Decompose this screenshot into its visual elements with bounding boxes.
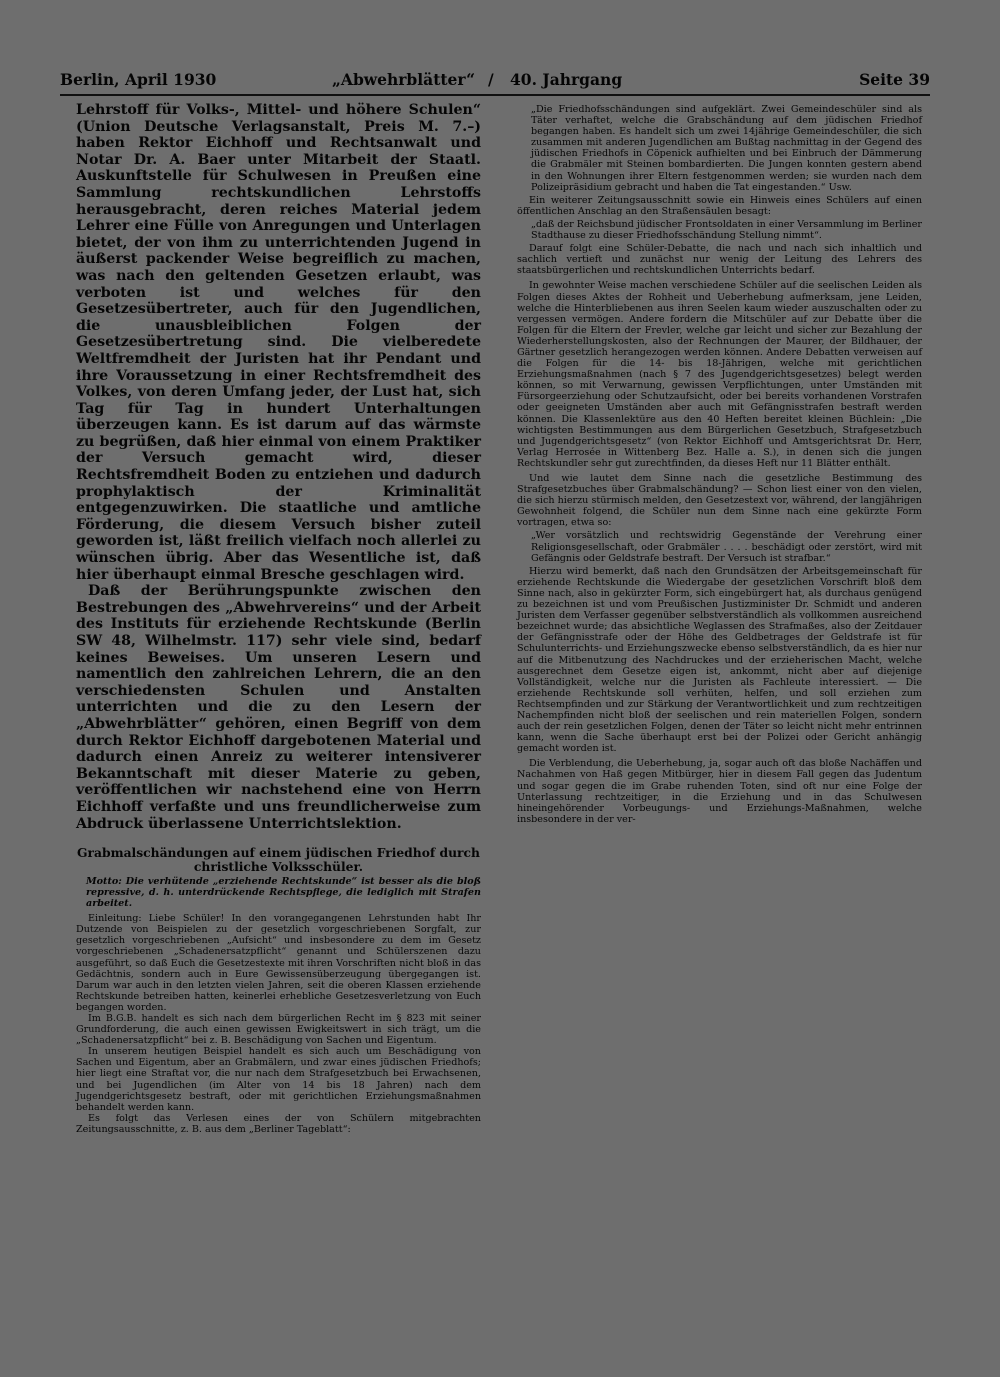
header-separator: /: [488, 70, 494, 89]
poster-quote: „daß der Reichsbund jüdischer Frontsoldaten in einer Versammlung im Berliner Stadthause zu dieser Friedhofsschändung Stellung nimmt“.: [531, 218, 922, 242]
section-heading: Grabmalschändungen auf einem jüdischen Friedhof durch christliche Volksschüler.: [77, 845, 480, 875]
page-header: [60, 70, 930, 94]
motto: Motto: Die verhütende „erziehende Rechtskunde“ ist besser als die bloß repressive, d. h. unterdrückende Rechtspflege, die lediglich mit Strafen arbeitet.: [86, 876, 481, 910]
newspaper-quote: „Die Friedhofsschändungen sind aufgeklärt. Zwei Gemeindeschüler sind als Täter verhaftet, welche die Grabschändung auf dem jüdischen Friedhof begangen haben. Es handelt sich um zwei 14jährige Gemeindeschüler, die sich zusammen mit anderen Jugendlichen am Bußtag nachmittag in der Gegend des jüdischen Friedhofs in Cöpenick aufhielten und bei Einbruch der Dämmerung die Grabmäler mit Steinen bombardierten. Die Jungen konnten gestern abend in den Wohnungen ihrer Eltern festgenommen werden; sie wurden nach dem Polizeipräsidium gebracht und haben die Tat eingestanden.“ Usw.: [531, 104, 922, 193]
right-column: [517, 102, 922, 825]
body-paragraph: Hierzu wird bemerkt, daß nach den Grundsätzen der Arbeitsgemeinschaft für erziehende Rechtskunde die Wiedergabe der gesetzlichen Vorschrift bloß dem Sinne nach, also in gekürzter Form, sich eingebürgert hat, als durchaus genügend zu bezeichnen ist und vom Preußischen Justizminister Dr. Schmidt und anderen Juristen dem Verfasser gegenüber selbstverständlich als vollkommen ausreichend bezeichnet wurde; das absichtliche Weglassen des Strafmaßes, also der Zeitdauer der Gefängnisstrafe oder der Höhe des Geldbetrages der Geldstrafe ist für Schulunterrichts- und Erziehungszwecke ebenso selbstverständlich, da es hier nur auf die Mitbenutzung des Nachdruckes und der erzieherischen Macht, welche ausgerechnet dem Gesetze eigen ist, ankommt, nicht aber auf diejenige Vollständigkeit, welche nur die Juristen als Fachleute interessiert. — Die erziehende Rechtskunde soll verhüten, helfen, und soll erziehen zum Rechtsempfinden und zur Stärkung der Verantwortlichkeit und zum rechtzeitigen Nachempfinden nicht bloß der seelischen und rein materiellen Folgen, sondern auch der rein gesetzlichen Folgen, denen der Täter so leicht nicht mehr entrinnen kann, wenn die Sache überhaupt erst bei der Polizei oder Gericht anhängig gemacht worden ist.: [517, 565, 922, 755]
intro-paragraph: Lehrstoff für Volks-, Mittel- und höhere Schulen“ (Union Deutsche Verlagsanstalt, Preis M. 7.–) haben Rektor Eichhoff und Rechtsanwalt und Notar Dr. A. Baer unter Mitarbeit der Staatl. Auskunftstelle für Schulwesen in Preußen eine Sammlung rechtskundlichen Lehrstoffs herausgebracht, deren reiches Material jedem Lehrer eine Fülle von Anregungen und Unterlagen bietet, der von ihm zu unterrichtenden Jugend in äußerst packender Weise begreiflich zu machen, was nach den geltenden Gesetzen erlaubt, was verboten ist und welches für den Gesetzesübertreter, auch für den Jugendlichen, die unausbleiblichen Folgen der Gesetzesübertretung sind. Die vielberedete Weltfremdheit der Juristen hat ihr Pendant und ihre Voraussetzung in einer Rechtsfremdheit des Volkes, von deren Umfang jeder, der Lust hat, sich Tag für Tag in hundert Unterhaltungen überzeugen kann. Es ist darum auf das wärmste zu begrüßen, daß hier einmal von einem Praktiker der Versuch gemacht wird, dieser Rechtsfremdheit Boden zu entziehen und dadurch prophylaktisch der Kriminalität entgegenzuwirken. Die staatliche und amtliche Förderung, die diesem Versuch bisher zuteil geworden ist, läßt freilich vielfach noch allerlei zu wünschen übrig. Aber das Wesentliche ist, daß hier überhaupt einmal Bresche geschlagen wird.: [76, 102, 481, 583]
header-page-number: Seite 39: [859, 70, 930, 89]
body-paragraph: Die Verblendung, die Ueberhebung, ja, sogar auch oft das bloße Nachäffen und Nachahmen von Haß gegen Mitbürger, hier in diesem Fall gegen das Judentum und sogar gegen die im Grabe ruhenden Toten, sind oft nur eine Folge der Unterlassung rechtzeitiger, in die Erziehung und in das Schulwesen hineingehörender Vorbeugungs- und Erziehungs-Maßnahmen, welche insbesondere in der ver-: [517, 758, 922, 825]
body-paragraph: In unserem heutigen Beispiel handelt es sich auch um Beschädigung von Sachen und Eigentum, aber an Grabmälern, und zwar eines jüdischen Friedhofs; hier liegt eine Straftat vor, die nur nach dem Strafgesetzbuch bei Erwachsenen, und bei Jugendlichen (im Alter von 14 bis 18 Jahren) nach dem Jugendgerichtsgesetz bestraft, oder mit gerichtlichen Erziehungsmaßnahmen behandelt werden kann.: [76, 1046, 481, 1113]
body-paragraph: Und wie lautet dem Sinne nach die gesetzliche Bestimmung des Strafgesetzbuches über Grabmalschändung? — Schon liest einer von den vielen, die sich hierzu stürmisch melden, den Gesetzestext vor, während, der langjährigen Gewohnheit folgend, die Schüler nun dem Sinne nach eine gekürzte Form vortragen, etwa so:: [517, 473, 922, 529]
header-volume: 40. Jahrgang: [510, 70, 623, 89]
header-location-date: Berlin, April 1930: [60, 70, 217, 89]
law-quote: „Wer vorsätzlich und rechtswidrig Gegenstände der Verehrung einer Religionsgesellschaft, oder Grabmäler . . . . beschädigt oder zerstört, wird mit Gefängnis oder Geldstrafe bestraft. Der Versuch ist strafbar.“: [531, 530, 922, 564]
body-paragraph: Einleitung: Liebe Schüler! In den vorangegangenen Lehrstunden habt Ihr Dutzende von Beispielen zu der gesetzlich vorgeschriebenen Sorgfalt, zur gesetzlich vorgeschriebenen „Aufsicht“ und insbesondere zu dem im Gesetz vorgeschriebenen „Schadenersatzpflicht“ genannt und Schülerszenen dazu ausgeführt, so daß Euch die Gesetzestexte mit ihren Vorschriften nicht bloß in das Gedächtnis, sondern auch in Eure Gewissensüberzeugung übergegangen ist. Darum war auch in den letzten vielen Jahren, seit die oberen Klassen erziehende Rechtskunde betreiben hatten, keinerlei erhebliche Gesetzesverletzung von Euch begangen worden.: [76, 913, 481, 1013]
header-publication: „Abwehrblätter“: [332, 70, 476, 89]
body-paragraph: Im B.G.B. handelt es sich nach dem bürgerlichen Recht im § 823 mit seiner Grundforderung, die auch einen gewissen Ewigkeitswert in sich trägt, um die „Schadenersatzpflicht“ bei z. B. Beschädigung von Sachen und Eigentum.: [76, 1012, 481, 1047]
body-paragraph: Ein weiterer Zeitungsausschnitt sowie ein Hinweis eines Schülers auf einen öffentlichen Anschlag an den Straßensäulen besagt:: [517, 194, 922, 217]
body-paragraph: In gewohnter Weise machen verschiedene Schüler auf die seelischen Leiden als Folgen dieses Aktes der Rohheit und Ueberhebung aufmerksam, jene Leiden, welche die Hinterbliebenen aus ihren Seelen kaum wieder auszuschalten oder zu vergessen vermögen. Andere fordern die Mitschüler auf zur Debatte über die Folgen für die Eltern der Frevler, welche gar leicht und sicher zur Bezahlung der Wiederherstellungskosten, also der Rechnungen der Maurer, der Bildhauer, der Gärtner gesetzlich herangezogen werden können. Andere Debatten verweisen auf die Folgen für die 14- bis 18-Jährigen, welche mit gerichtlichen Erziehungsmaßnahmen (nach § 7 des Jugendgerichtsgesetzes) belegt werden können, so mit Verwarnung, gewissen Verpflichtungen, unter Umständen mit Fürsorgeerziehung oder Schutzaufsicht, oder bei bereits vorhandenen Vorstrafen oder geeigneten Umständen aber auch mit Gefängnisstrafen bestraft werden können. Die Klassenlektüre aus den 40 Heften bereitet kleinen Büchlein: „Die wichtigsten Bestimmungen aus dem Bürgerlichen Gesetzbuch, Strafgesetzbuch und Jugendgerichtsgesetz“ (von Rektor Eichhoff und Amtsgerichtsrat Dr. Herr, Verlag Herrosée in Wittenberg Bez. Halle a. S.), in denen sich die jungen Rechtskundler sehr gut zurechtfinden, da dieses Heft nur 11 Blätter enthält.: [517, 280, 922, 469]
body-paragraph: Es folgt das Verlesen eines der von Schülern mitgebrachten Zeitungsausschnitte, z. B. aus dem „Berliner Tageblatt“:: [76, 1112, 481, 1135]
intro-paragraph: Daß der Berührungspunkte zwischen den Bestrebungen des „Abwehrvereins“ und der Arbeit des Instituts für erziehende Rechtskunde (Berlin SW 48, Wilhelmstr. 117) sehr viele sind, bedarf keines Beweises. Um unseren Lesern und namentlich den zahlreichen Lehrern, die an den verschiedensten Schulen und Anstalten unterrichten und die zu den Lesern der „Abwehrblätter“ gehören, einen Begriff von dem durch Rektor Eichhoff dargebotenen Material und dadurch einen Anreiz zu weiterer intensiverer Bekanntschaft mit dieser Materie zu geben, veröffentlichen wir nachstehend eine von Herrn Eichhoff verfaßte und uns freundlicherweise zum Abdruck überlassene Unterrichtslektion.: [76, 583, 481, 832]
left-column: [76, 102, 481, 1135]
body-paragraph: Darauf folgt eine Schüler-Debatte, die nach und nach sich inhaltlich und sachlich vertieft und zunächst nur wenig der Leitung des Lehrers des staatsbürgerlichen und rechtskundlichen Unterrichts bedarf.: [517, 243, 922, 277]
header-rule: [60, 94, 930, 96]
